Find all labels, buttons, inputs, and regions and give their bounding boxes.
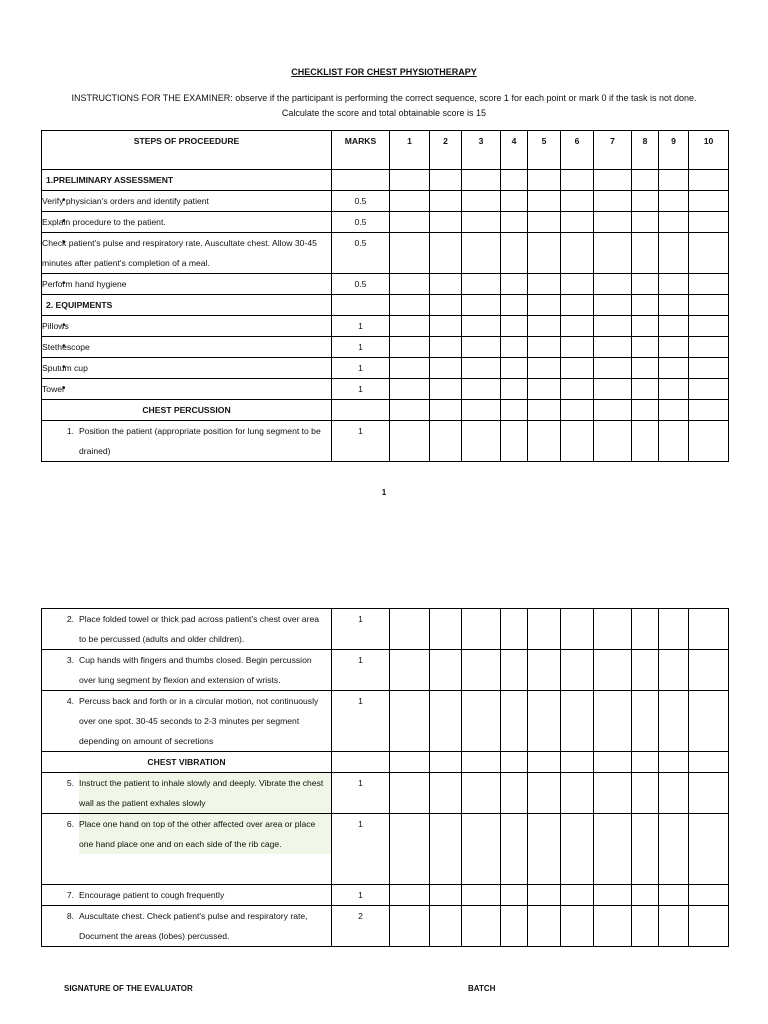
table-row (42, 233, 729, 274)
table-row (42, 212, 729, 233)
table-row (42, 885, 729, 906)
step-number: 3. (66, 655, 74, 665)
step-marks: 1 (332, 337, 390, 358)
equipment-text: • Sputum cup (42, 358, 332, 379)
step-marks: 1 (332, 885, 390, 906)
step-text: Instruct the patient to inhale slowly and deeply. Vibrate the chest wall as the patient exhales slowly (79, 773, 331, 813)
step-marks: 0.5 (332, 233, 390, 274)
step-text: Place one hand on top of the other affected over area or place one hand place one and on each side of the rib cage. (79, 814, 331, 854)
step-text: Auscultate chest. Check patient's pulse and respiratory rate, Document the areas (lobes) percussed. (79, 911, 308, 941)
step-text: • Check patient's pulse and respiratory rate. Auscultate chest. Allow 30-45 minutes after patient's completion of a meal. (42, 233, 332, 274)
attempt-2-header: 2 (430, 131, 462, 170)
step-marks: 1 (332, 691, 390, 752)
attempt-1-header: 1 (390, 131, 430, 170)
section-row-equipments (42, 295, 729, 316)
step-marks: 1 (332, 358, 390, 379)
table-row (42, 906, 729, 947)
step-number: 2. (66, 614, 74, 624)
step-text: • Verify physician's orders and identify patient (42, 191, 332, 212)
step-marks: 1 (332, 421, 390, 462)
table-row (42, 773, 729, 814)
document-title: CHECKLIST FOR CHEST PHYSIOTHERAPY (291, 67, 477, 77)
attempt-10-header: 10 (689, 131, 729, 170)
marks-column-header: MARKS (332, 131, 390, 170)
section-title: CHEST VIBRATION (42, 752, 332, 773)
attempt-6-header: 6 (561, 131, 594, 170)
batch-label: BATCH (468, 984, 496, 993)
step-number: 5. (66, 778, 74, 788)
table-header-row (42, 131, 729, 170)
step-marks: 1 (332, 814, 390, 885)
step-text: • Explain procedure to the patient. (42, 212, 332, 233)
table-row (42, 814, 729, 885)
step-marks: 1 (332, 316, 390, 337)
attempt-3-header: 3 (462, 131, 501, 170)
attempt-9-header: 9 (659, 131, 689, 170)
evaluator-signature-label: SIGNATURE OF THE EVALUATOR (64, 984, 193, 993)
examiner-instructions: INSTRUCTIONS FOR THE EXAMINER: observe if the participant is performing the correct sequence, score 1 for each point or mark 0 if the task is not done. Calculate the score and total obtainable score is 15 (71, 93, 697, 118)
step-cell (42, 650, 332, 691)
step-marks: 1 (332, 379, 390, 400)
attempt-7-header: 7 (594, 131, 632, 170)
step-marks: 1 (332, 773, 390, 814)
step-cell (42, 691, 332, 752)
checklist-table-page-1 (41, 130, 729, 462)
table-row (42, 358, 729, 379)
step-text: • Perform hand hygiene (42, 274, 332, 295)
step-marks: 2 (332, 906, 390, 947)
equipment-text: • Towel (42, 379, 332, 400)
steps-column-header: STEPS OF PROCEEDURE (42, 131, 332, 170)
step-cell (42, 773, 332, 814)
step-marks: 1 (332, 650, 390, 691)
step-number: 7. (66, 890, 74, 900)
step-text: Cup hands with fingers and thumbs closed. Begin percussion over lung segment by flexion and extension of wrists. (79, 655, 312, 685)
table-row (42, 691, 729, 752)
table-row (42, 191, 729, 212)
step-cell (42, 885, 332, 906)
step-cell (42, 906, 332, 947)
table-row (42, 609, 729, 650)
step-marks: 0.5 (332, 191, 390, 212)
table-row (42, 274, 729, 295)
section-row-chest-vibration (42, 752, 729, 773)
page-number: 1 (381, 488, 387, 497)
step-text: Percuss back and forth or in a circular motion, not continuously over one spot. 30-45 seconds to 2-3 minutes per segment depending on amount of secretions (79, 696, 319, 746)
attempt-8-header: 8 (632, 131, 659, 170)
equipment-text: • Pillows (42, 316, 332, 337)
checklist-table-page-2 (41, 608, 729, 947)
step-text: Position the patient (appropriate position for lung segment to be drained) (79, 426, 321, 456)
table-row (42, 650, 729, 691)
equipment-text: • Stethescope (42, 337, 332, 358)
section-title: 2. EQUIPMENTS (42, 295, 332, 316)
step-number: 8. (66, 911, 74, 921)
step-cell (42, 421, 332, 462)
step-number: 1. (66, 426, 74, 436)
attempt-5-header: 5 (528, 131, 561, 170)
section-title: 1.PRELIMINARY ASSESSMENT (42, 170, 332, 191)
step-marks: 1 (332, 609, 390, 650)
step-text: Encourage patient to cough frequently (79, 890, 225, 900)
table-row (42, 379, 729, 400)
step-marks: 0.5 (332, 274, 390, 295)
table-row (42, 316, 729, 337)
section-row-chest-percussion (42, 400, 729, 421)
step-cell (42, 814, 332, 885)
step-cell (42, 609, 332, 650)
attempt-4-header: 4 (501, 131, 528, 170)
section-row-preliminary (42, 170, 729, 191)
step-text: Place folded towel or thick pad across patient's chest over area to be percussed (adults and older children). (79, 614, 320, 644)
step-marks: 0.5 (332, 212, 390, 233)
table-row (42, 421, 729, 462)
section-title: CHEST PERCUSSION (42, 400, 332, 421)
step-number: 6. (66, 819, 74, 829)
step-number: 4. (66, 696, 74, 706)
table-row (42, 337, 729, 358)
